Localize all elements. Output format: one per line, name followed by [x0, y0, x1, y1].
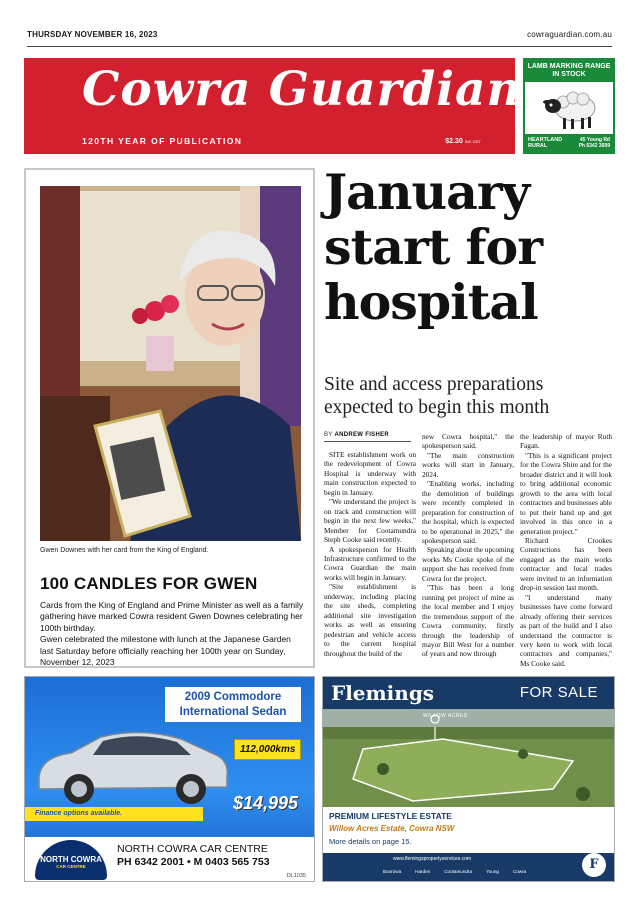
car-kms-badge: 112,000kms [234, 739, 301, 760]
byline [324, 432, 389, 438]
byline-author[interactable]: ANDREW FISHER [334, 432, 390, 438]
aerial-land-photo [323, 709, 615, 807]
dateline-rule [27, 46, 612, 47]
price-note: INC GST [464, 139, 481, 144]
issue-date: THURSDAY NOVEMBER 16, 2023 [27, 30, 158, 39]
article-paragraph: "Enabling works, including the demolition of buildings were recently completed in preparation for construction of the hospital, which is expected to be operational in 2025," the spokesperson said. [422, 479, 514, 545]
flemings-brand: Flemings [331, 681, 435, 705]
sheep-icon [539, 84, 603, 132]
feature-body [40, 600, 304, 668]
lamb-ad-contact: 45 Young Rd Ph 6342 3699 [578, 137, 610, 149]
article-paragraph: "We understand the project is on track and construction will begin in the next few weeks," Member for Cootamundra Steph Cooke said recently. [324, 497, 416, 545]
feature-heading[interactable]: 100 CANDLES FOR GWEN [40, 574, 258, 593]
byline-rule [324, 441, 411, 442]
cover-price [445, 138, 481, 145]
car-price: $14,995 [233, 793, 299, 813]
article-column-2 [422, 432, 514, 668]
article-columns [324, 432, 616, 668]
byline-prefix: BY [324, 432, 333, 438]
dealer-logo: NORTH COWRA CAR CENTRE [35, 840, 107, 880]
heartland-rural-ad[interactable] [523, 58, 615, 154]
dealer-name: NORTH COWRA CAR CENTRE [117, 843, 268, 855]
car-dealer-ad[interactable] [24, 676, 315, 882]
article-paragraph: "I understand many businesses have come forward already offering their services as part of the build and I also understand the contractor is very keen to work with local contractors and companies," Ms Cooke said. [520, 592, 612, 668]
estate-title: PREMIUM LIFESTYLE ESTATE [329, 811, 452, 821]
article-paragraph: "This has been a long running pet project of mine as the local member and I enjoy the tremendous support of the Cowra community, firstly through the leadership of mayor Bill West for a number of years and now through [422, 583, 514, 659]
feature-paragraph: Cards from the King of England and Prime Minister as well as a family gathering have marked Cowra resident Gwen Downes celebrating her 100th birthday. [40, 600, 304, 633]
estate-location: Willow Acres Estate, Cowra NSW [329, 824, 455, 833]
more-details-link[interactable]: More details on page 15. [329, 837, 412, 846]
article-paragraph: "Site establishment is underway, including placing the site sheds, completing additional site investigation works as well as ensuring pedestrian and vehicle access to the current hospital throughout the build of the [324, 582, 416, 658]
masthead [24, 58, 522, 154]
article-column-1 [324, 432, 416, 668]
photo-caption: Gwen Downes with her card from the King of England. [40, 547, 209, 554]
finance-banner: Finance options available. [25, 807, 203, 821]
feature-box [24, 168, 315, 668]
property-sign: WILLOW ACRES [423, 713, 468, 719]
price-value: $2.30 [445, 138, 463, 145]
article-paragraph: new Cowra hospital," the spokesperson said. [422, 432, 514, 451]
flemings-website[interactable]: www.flemingspropertyservices.com [393, 856, 472, 862]
feature-paragraph: Gwen celebrated the milestone with lunch at the Japanese Garden last Saturday before officially reaching her 100th year on Sunday, November 12, 2023 [40, 634, 291, 668]
article-paragraph: "This is a significant project for the Cowra Shire and for the broader district and it will look to bring additional economic growth to the area with local contractors and businesses able to put their hand up and get involved in this once in a generation project." [520, 450, 612, 536]
office-towns: Boorowa Harden Cootamundra Young Cowra [383, 869, 527, 874]
car-photo [31, 717, 231, 809]
dealer-phone[interactable]: PH 6342 2001 • M 0403 565 753 [117, 856, 270, 868]
article-column-3 [520, 432, 612, 668]
lamb-ad-footer [525, 134, 613, 152]
lamb-ad-headline: LAMB MARKING RANGE IN STOCK [525, 60, 613, 82]
flemings-logo-icon: F [582, 853, 606, 877]
ad-code: DL1035 [286, 873, 306, 879]
website-link[interactable]: cowraguardian.com.au [527, 30, 612, 39]
property-info [323, 807, 615, 853]
lead-subheadline: Site and access preparations expected to begin this month [324, 374, 550, 418]
masthead-logo: Cowra Guardian [82, 62, 522, 117]
heartland-logo: HEARTLAND RURAL [528, 137, 563, 149]
article-paragraph: A spokesperson for Health Infrastructure confirmed to the Cowra Guardian the main works will begin in January. [324, 544, 416, 582]
article-paragraph: SITE establishment work on the redevelopment of Cowra Hospital is underway with main construction expected to begin in January. [324, 450, 416, 497]
car-ad-title: 2009 Commodore International Sedan [165, 687, 301, 722]
article-paragraph: "The main construction works will start in January, 2024. [422, 450, 514, 479]
article-paragraph: Richard Crookes Constructions has been engaged as the main works contractor and local trades were invited to an information drop-in session last month. [520, 535, 612, 593]
article-paragraph: Speaking about the upcoming works Ms Cooke spoke of the support she has received from Cowra for the project. [422, 545, 514, 583]
flemings-real-estate-ad[interactable] [322, 676, 615, 882]
dateline-bar [27, 30, 612, 44]
publication-year: 120TH YEAR OF PUBLICATION [82, 136, 243, 146]
article-paragraph: the leadership of mayor Ruth Fagan. [520, 432, 612, 451]
gwen-photo [40, 186, 301, 541]
lead-headline[interactable]: January start for hospital [324, 163, 543, 331]
for-sale-label: FOR SALE [519, 684, 598, 701]
dealer-strip [25, 837, 314, 882]
